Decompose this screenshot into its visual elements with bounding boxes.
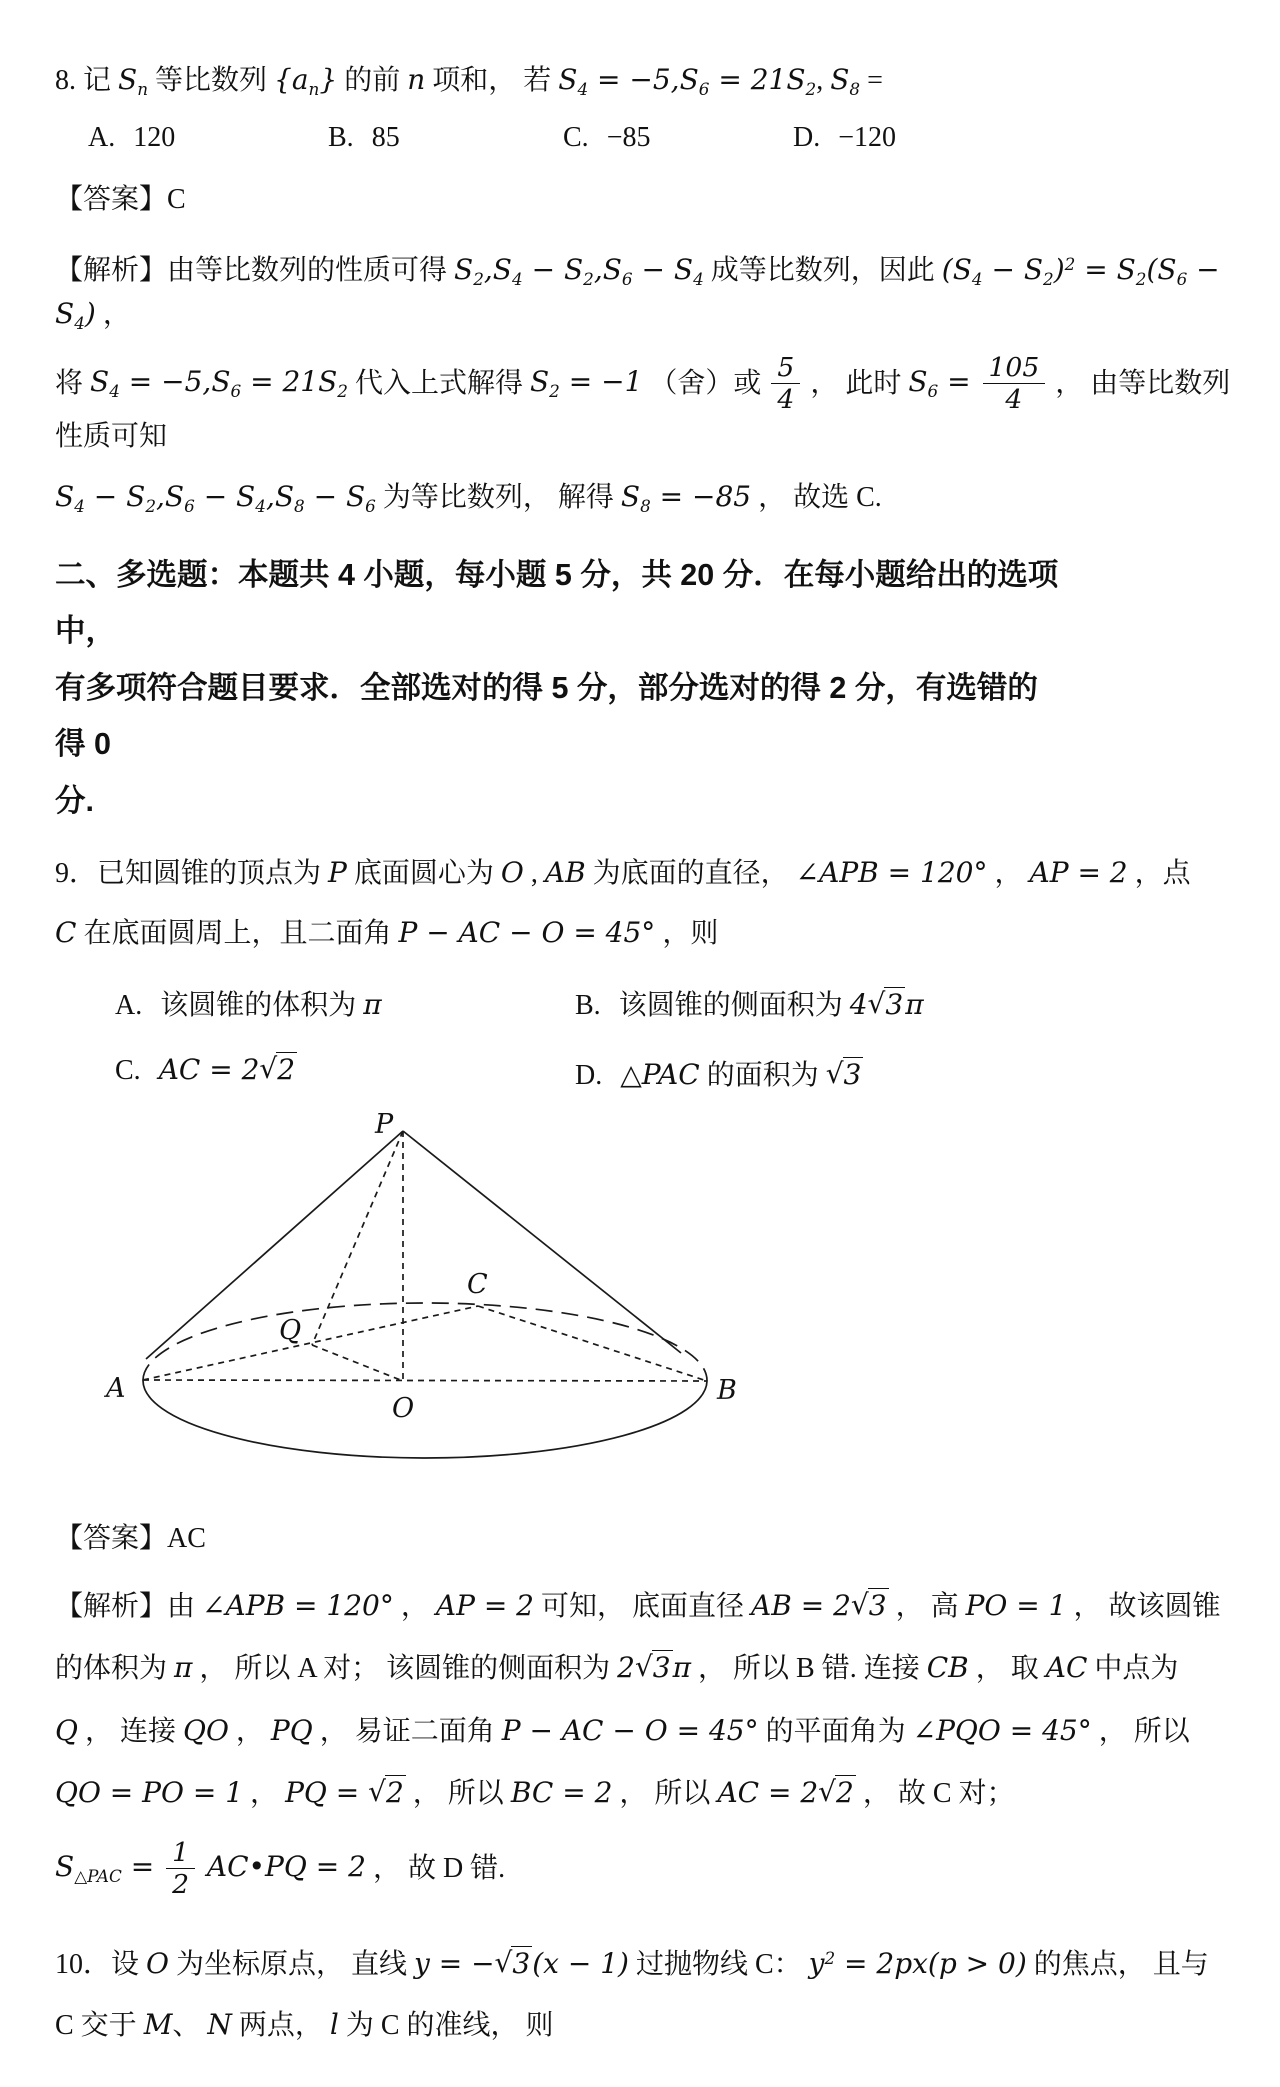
option-label: D. [575,1059,603,1091]
q9-analysis-line: $S_{\triangle PAC}$ = $\frac{1}{2}$ AC•PQ = 2 ， 故 D 错. [55,1836,506,1901]
q9-option-c [115,1053,575,1093]
option-label: B. [328,122,354,154]
option-label: C. [115,1054,141,1086]
q9-analysis-line: 的体积为 π ， 所以 A 对； 该圆锥的侧面积为 2√3π ， 所以 B 错. 连接 CB ， 取 AC 中点为 [55,1650,1179,1685]
section2-header-line: 二、多选题：本题共 4 小题，每小题 5 分，共 20 分．在每小题给出的选项中， [55,557,1059,649]
q9-analysis-line: QO = PO = 1 ， PQ = √2 ， 所以 BC = 2 ， 所以 AC = 2√2 ， 故 C 对； [55,1775,1015,1810]
q10-stem: C 交于 M、 N 两点， l 为 C 的准线， 则 [55,2007,554,2041]
q8-option-d [793,122,896,154]
section2-header-line: 有多项符合题目要求．全部选对的得 5 分，部分选对的得 2 分，有选错的得 0 [55,670,1038,762]
q8-analysis-line: $S_4 - S_2,S_6 - S_4,S_8 - S_6$ 为等比数列， 解得 $S_8 = -85$ ， 故选 C. [55,479,882,516]
cone-diagram-svg [80,1103,770,1503]
diagram-label-C: C [467,1268,488,1300]
base-ellipse-front [143,1380,707,1458]
q8-options [55,122,1235,154]
line-QO [312,1345,403,1381]
q9-analysis [55,1584,1235,1900]
q9-stem: 9．已知圆锥的顶点为 P 底面圆心为 O , AB 为底面的直径， ∠APB = 120° ， AP = 2 ，点 [55,856,1191,890]
section2-header-line: 分. [55,783,94,818]
cone-diagram [80,1103,1235,1511]
diagram-label-Q: Q [279,1314,302,1346]
q9-option-d [575,1053,1235,1093]
q10-stem: 10．设 O 为坐标原点， 直线 y = −√3(x − 1) 过抛物线 C： $y^2 = 2px(p > 0)$ 的焦点， 且与 [55,1946,1209,1981]
option-text: −120 [838,122,897,154]
analysis-text: 由 ∠APB = 120° ， AP = 2 可知， 底面直径 AB = 2√3 ， 高 PO = 1 ， 故该圆锥 [167,1588,1221,1622]
option-label: D. [793,122,821,154]
q9-option-a [115,983,575,1023]
diagram-label-A: A [106,1372,126,1404]
q9-answer [55,1517,1235,1560]
analysis-label: 【解析】 [55,1591,168,1622]
q9-analysis-line [55,1584,1235,1628]
cone-right-slant [403,1131,681,1353]
answer-label: 【答案】 [55,184,168,216]
analysis-label: 【解析】 [55,254,168,286]
option-label: A. [88,122,116,154]
analysis-text: 由等比数列的性质可得 $S_2,S_4 - S_2,S_6 - S_4$ 成等比数列，因此 $(S_4 - S_2)^2 = S_2(S_6 - S_4)$ ， [55,252,1220,334]
diagram-label-O: O [392,1392,415,1424]
q9-options [55,983,1235,1093]
answer-value: C [167,184,186,216]
answer-label: 【答案】 [55,1522,168,1554]
diagram-label-P: P [375,1108,394,1140]
option-text: 85 [371,122,400,154]
diagram-label-B: B [717,1374,737,1406]
q8-analysis-line [55,248,1235,337]
line-PQ [312,1131,403,1345]
q9-option-b [575,983,1235,1023]
cone-left-slant [146,1131,403,1359]
option-text: −85 [606,122,651,154]
q8-analysis [55,248,1235,519]
option-text: 该圆锥的侧面积为 4√3π [618,986,924,1021]
q8-answer [55,178,1235,221]
q8-option-b [328,122,563,154]
section2-header [55,547,1065,829]
q8-option-a [88,122,328,154]
base-ellipse-back [143,1303,707,1381]
q8-analysis-line: 将 $S_4 = -5,S_6 = 21S_2$ 代入上式解得 $S_2 = -1$ （舍）或 $\frac{5}{4}$ ， 此时 $S_6$ = $\frac{105}{4}$ ， 由等比数列性质可知 [55,351,1231,453]
q9-stem: C 在底面圆周上，且二面角 P − AC − O = 45° ，则 [55,915,719,949]
option-text: AC = 2√2 [158,1051,296,1086]
option-text: 该圆锥的体积为 π [160,987,382,1021]
q9-analysis-line: Q ， 连接 QO ， PQ ， 易证二面角 P − AC − O = 45° 的平面角为 ∠PQO = 45° ， 所以 [55,1713,1190,1747]
option-label: B. [575,989,601,1021]
option-label: A. [115,989,143,1021]
answer-value: AC [167,1522,206,1554]
q8-option-c [563,122,793,154]
option-label: C. [563,122,589,154]
line-AB [143,1380,707,1381]
option-text: △PAC 的面积为 √3 [620,1056,862,1091]
option-text: 120 [133,122,176,154]
q8-stem: 8. 记 $S_n$ 等比数列 $\{a_n\}$ 的前 n 项和， 若 $S_4 = -5,S_6 = 21S_2$, $S_8$ = [55,63,883,99]
